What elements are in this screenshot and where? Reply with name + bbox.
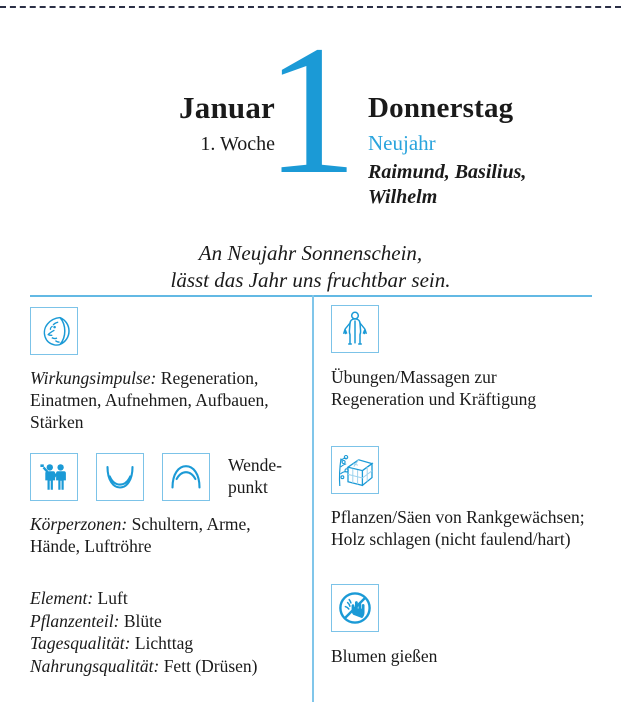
month-block	[30, 90, 307, 158]
impulses-label: Wirkungsimpulse:	[30, 368, 157, 388]
month-name: Januar	[179, 90, 275, 125]
garden-shed-with-climbing-plant-icon	[331, 446, 379, 494]
bodyzones-text	[30, 513, 300, 557]
attribute-label: Element:	[30, 588, 94, 608]
right-entry-text: Blumen gießen	[331, 646, 438, 666]
gemini-twins-icon	[30, 453, 78, 501]
impulses-text	[30, 367, 300, 433]
attribute-value: Luft	[97, 588, 128, 608]
impulses-value: Regeneration, Einatmen, Aufnehmen, Aufbauen, Stärken	[30, 368, 269, 432]
weekday-block	[368, 90, 608, 210]
standing-human-figure-icon	[331, 305, 379, 353]
zodiac-icon-row	[30, 453, 300, 501]
attribute-row	[30, 655, 300, 678]
attribute-row	[30, 632, 300, 655]
attribute-label: Nahrungsqualität:	[30, 655, 160, 676]
horizontal-divider	[30, 295, 592, 297]
turning-point-label: Wende- punkt	[228, 455, 282, 497]
right-entry-text: Übungen/Massagen zur Regeneration und Kräftigung	[331, 367, 537, 409]
waning-moon-face-icon	[30, 307, 78, 355]
holiday-name: Neujahr	[368, 131, 436, 155]
day-number: 1	[265, 8, 356, 213]
right-column	[331, 305, 593, 667]
proverb-line-1: An Neujahr Sonnenschein,	[198, 241, 423, 265]
proverb-line-2: lässt das Jahr uns fruchtbar sein.	[170, 268, 451, 292]
right-entry-text: Pflanzen/Säen von Rankgewächsen; Holz schlagen (nicht faulend/hart)	[331, 507, 585, 549]
weekday-name: Donnerstag	[368, 92, 514, 124]
bodyzones-label: Körperzonen:	[30, 514, 128, 534]
attribute-value: Blüte	[123, 610, 162, 631]
name-day-list: Raimund, Basilius, Wilhelm	[368, 161, 527, 208]
vertical-divider	[312, 295, 314, 702]
attribute-value: Fett (Drüsen)	[163, 655, 258, 676]
ascending-arc-icon	[162, 453, 210, 501]
attribute-value: Lichttag	[134, 633, 194, 653]
attribute-label: Tagesqualität:	[30, 633, 131, 653]
proverb	[0, 240, 621, 294]
attribute-row	[30, 610, 300, 633]
week-number: 1. Woche	[200, 133, 275, 155]
page-header	[0, 8, 621, 292]
left-column	[30, 305, 300, 677]
attribute-label: Pflanzenteil:	[30, 610, 120, 631]
attribute-row	[30, 587, 300, 610]
descending-arc-icon	[96, 453, 144, 501]
attribute-list	[30, 587, 300, 677]
bodyzones-value: Schultern, Arme, Hände, Luftröhre	[30, 514, 251, 556]
no-watering-prohibited-icon	[331, 584, 379, 632]
